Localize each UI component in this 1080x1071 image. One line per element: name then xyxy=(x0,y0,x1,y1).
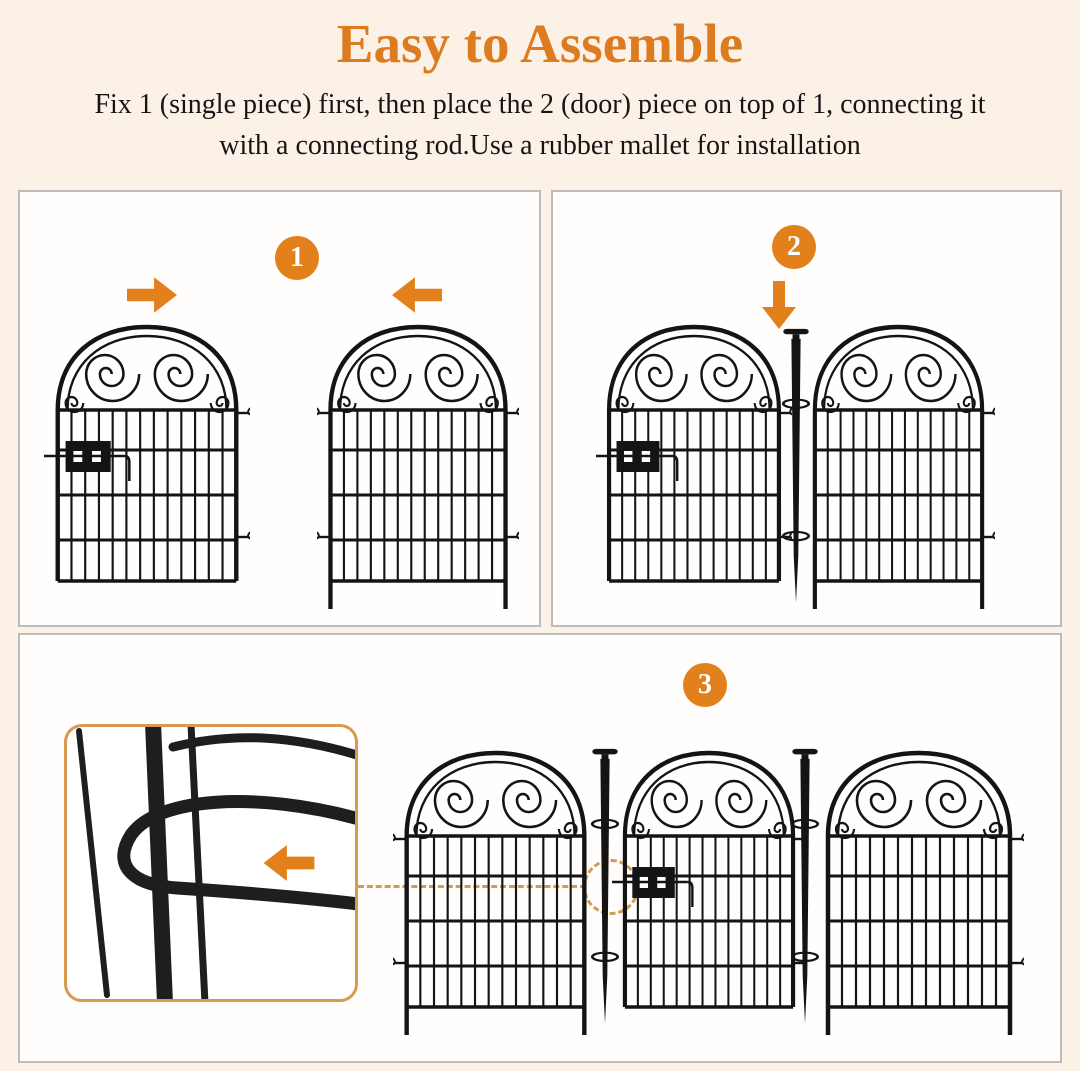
step-3-badge xyxy=(683,663,727,707)
step-1-panel xyxy=(18,190,541,627)
step-3-number: 3 xyxy=(698,669,712,700)
subtitle xyxy=(30,84,1050,166)
fence-door-piece xyxy=(612,739,806,1039)
arrow-left-icon xyxy=(264,845,315,881)
connection-closeup-inset xyxy=(64,724,358,1002)
fence-single-piece xyxy=(802,313,995,613)
arrow-right-icon xyxy=(127,277,177,313)
closeup-photo xyxy=(67,727,355,999)
step-2-number: 2 xyxy=(787,231,801,262)
step-3-panel xyxy=(18,633,1062,1063)
fence-single-piece xyxy=(814,739,1024,1039)
fence-single-piece xyxy=(317,313,519,613)
arrow-left-icon xyxy=(392,277,442,313)
step-1-badge xyxy=(275,236,319,280)
step-1-number: 1 xyxy=(290,242,304,273)
fence-single-piece xyxy=(393,739,598,1039)
subtitle-line-1: Fix 1 (single piece) first, then place the 2 (door) piece on top of 1, connecting it xyxy=(94,89,986,120)
page-title: Easy to Assemble xyxy=(336,13,744,74)
step-2-panel xyxy=(551,190,1062,627)
subtitle-line-2: with a connecting rod.Use a rubber mallet for installation xyxy=(219,130,861,161)
fence-door-piece xyxy=(44,313,250,613)
step-2-badge xyxy=(772,225,816,269)
fence-door-piece xyxy=(596,313,792,613)
